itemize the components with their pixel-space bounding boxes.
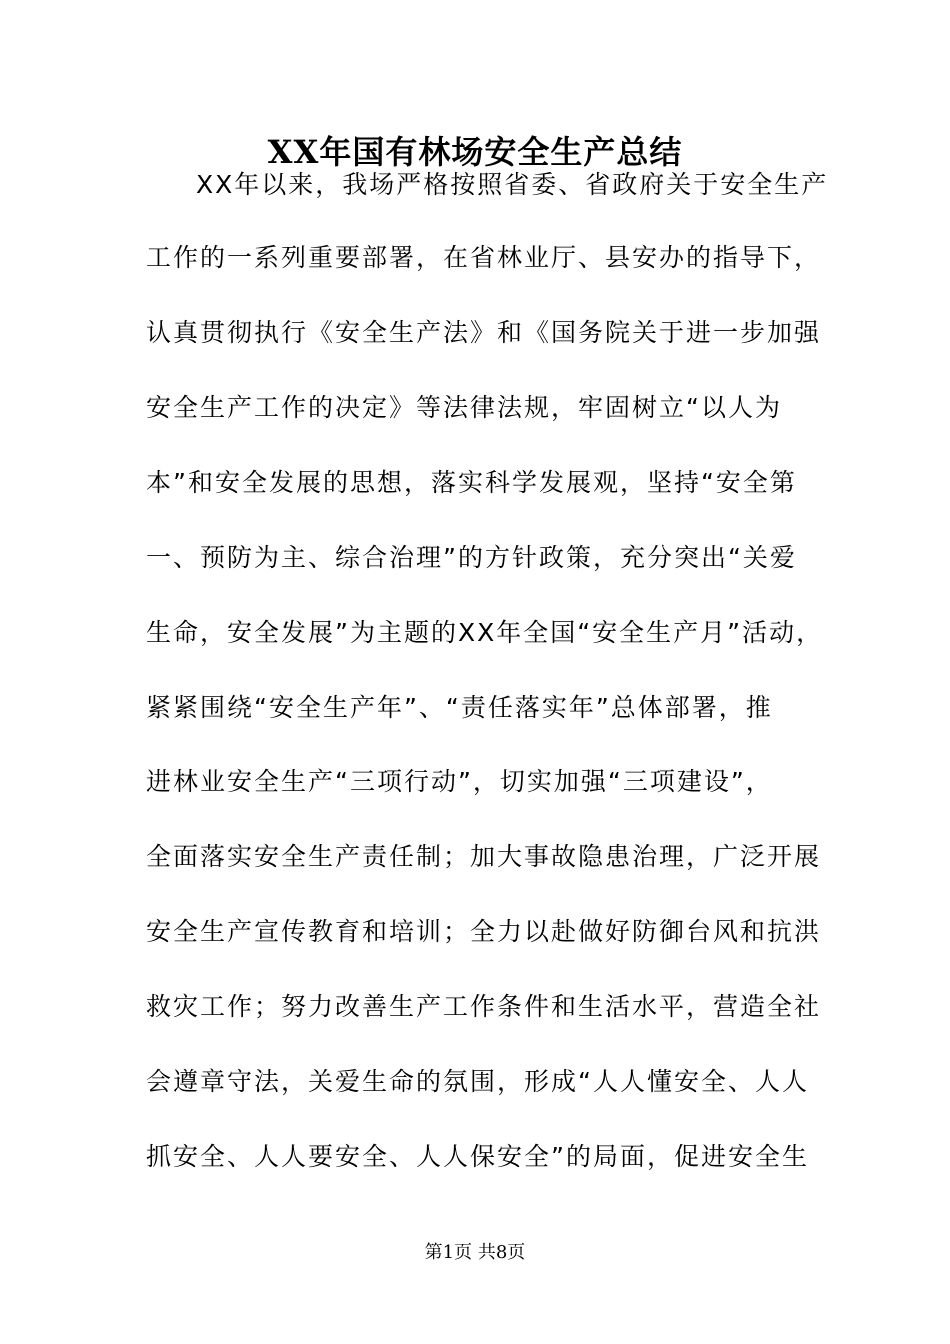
paragraph-line: 紧紧围绕“安全生产年”、“责任落实年”总体部署，推: [146, 693, 773, 722]
paragraph-line: 抓安全、人人要安全、人人保安全”的局面，促进安全生: [146, 1142, 809, 1171]
paragraph-line: 认真贯彻执行《安全生产法》和《国务院关于进一步加强: [146, 318, 822, 347]
paragraph-line: XX年以来，我场严格按照省委、省政府关于安全生产: [196, 170, 829, 199]
paragraph-line: 会遵章守法，关爱生命的氛围，形成“人人懂安全、人人: [146, 1067, 809, 1096]
paragraph-line: 工作的一系列重要部署，在省林业厅、县安办的指导下，: [146, 243, 822, 272]
paragraph-line: 本”和安全发展的思想，落实科学发展观，坚持“安全第: [146, 468, 797, 497]
page-number-footer: 第1页 共8页: [424, 1242, 526, 1263]
paragraph-line: 安全生产宣传教育和培训；全力以赴做好防御台风和抗洪: [146, 917, 822, 946]
paragraph-line: 进林业安全生产“三项行动”，切实加强“三项建设”，: [146, 767, 773, 796]
paragraph-line: 生命，安全发展”为主题的XX年全国“安全生产月”活动，: [146, 618, 824, 647]
paragraph-line: 救灾工作；努力改善生产工作条件和生活水平，营造全社: [146, 992, 822, 1021]
paragraph-line: 全面落实安全生产责任制；加大事故隐患治理，广泛开展: [146, 842, 822, 871]
paragraph-line: 一、预防为主、综合治理”的方针政策，充分突出“关爱: [146, 543, 797, 572]
document-title: XX年国有林场安全生产总结: [267, 133, 683, 171]
paragraph-line: 安全生产工作的决定》等法律法规，牢固树立“以人为: [146, 393, 782, 422]
